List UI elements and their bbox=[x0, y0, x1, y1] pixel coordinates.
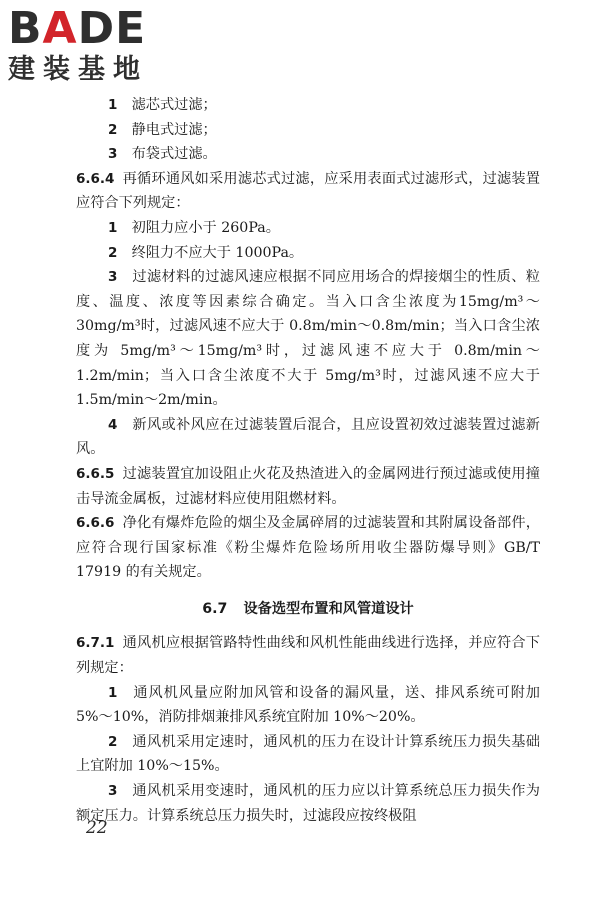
logo-wordmark: BADE bbox=[8, 3, 147, 54]
list-item: 1 滤芯式过滤； bbox=[108, 97, 217, 113]
list-item: 3 布袋式过滤。 bbox=[108, 146, 217, 163]
list-item: 2 静电式过滤； bbox=[108, 121, 217, 138]
clause-6-6-6: 6.6.6 净化有爆炸危险的烟尘及金属碎屑的过滤装置和其附属设备部件，应符合现行国家标准《粉尘爆炸危险场所用收尘器防爆导则》GB/T 17919 的有关规定。 bbox=[76, 515, 540, 581]
clause-6-6-4: 6.6.4 再循环通风如采用滤芯式过滤，应采用表面式过滤形式，过滤装置应符合下列规定： bbox=[76, 170, 540, 212]
list-item: 4 新风或补风应在过滤装置后混合，且应设置初效过滤装置过滤新风。 bbox=[76, 416, 540, 458]
clause-6-7-1: 6.7.1 通风机应根据管路特性曲线和风机性能曲线进行选择，并应符合下列规定： bbox=[76, 635, 540, 677]
section-heading: 6.7 设备选型布置和风管道设计 bbox=[202, 600, 414, 617]
page-number: 22 bbox=[86, 818, 108, 838]
clause-6-6-5: 6.6.5 过滤装置宜加设阻止火花及热渣进入的金属网进行预过滤或使用撞击导流金属板，过滤材料应使用阻燃材料。 bbox=[76, 465, 540, 507]
list-item: 2 终阻力不应大于 1000Pa。 bbox=[108, 244, 304, 261]
logo-subtitle: 建装基地 bbox=[8, 54, 148, 85]
list-item: 1 通风机风量应附加风管和设备的漏风量，送、排风系统可附加 5%～10%，消防排烟兼排风系统宜附加 10%～20%。 bbox=[76, 684, 540, 726]
list-item: 1 初阻力应小于 260Pa。 bbox=[108, 219, 280, 236]
document-body bbox=[76, 93, 540, 828]
list-item: 2 通风机采用定速时，通风机的压力在设计计算系统压力损失基础上宜附加 10%～15%。 bbox=[76, 733, 540, 775]
brand-logo bbox=[8, 3, 178, 86]
list-item: 3 过滤材料的过滤风速应根据不同应用场合的焊接烟尘的性质、粒度、温度、浓度等因素综合确定。当入口含尘浓度为15mg/m³～30mg/m³时，过滤风速不应大于 0.8m/min～0.8m/min；当入口含尘浓度为 5mg/m³～15mg/m³时，过滤风速不应大于 0.8m/min～1.2m/min；当入口含尘浓度不大于 5mg/m³时，过滤风速不应大于 1.5m/min～2m/min。 bbox=[76, 269, 540, 409]
list-item: 3 通风机采用变速时，通风机的压力应以计算系统总压力损失作为额定压力。计算系统总压力损失时，过滤段应按终极阻 bbox=[76, 783, 540, 824]
